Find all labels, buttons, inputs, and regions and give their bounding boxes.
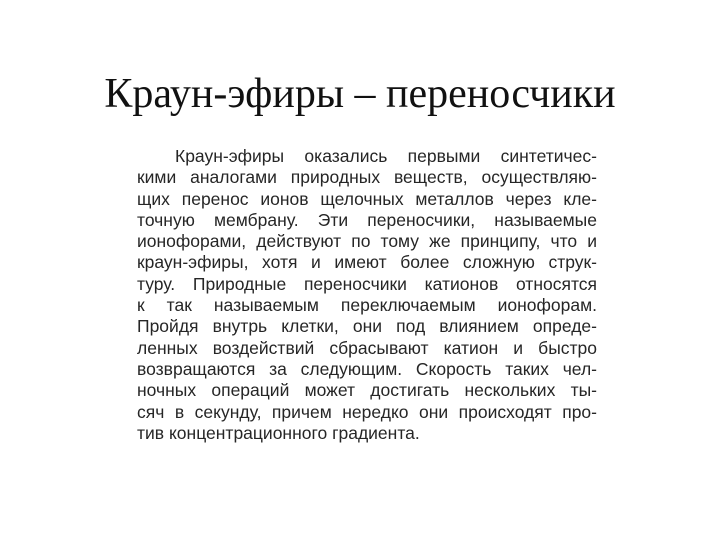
text-line: возвращаются за следующим. Скорость таких чел- [137,358,597,379]
text-line: щих перенос ионов щелочных металлов через кле- [137,188,597,209]
text-line: ленных воздействий сбрасывают катион и быстро [137,337,597,358]
scanned-text-block [137,146,597,444]
text-line: Пройдя внутрь клетки, они под влиянием опреде- [137,316,597,337]
slide-title: Краун-эфиры – переносчики [104,71,616,117]
text-line: краун-эфиры, хотя и имеют более сложную струк- [137,252,597,273]
text-line: точную мембрану. Эти переносчики, называемые [137,209,597,230]
text-line: тив концентрационного градиента. [137,422,420,443]
text-line: ионофорами, действуют по тому же принципу, что и [137,231,597,252]
text-line: ночных операций может достигать нескольких ты- [137,380,597,401]
text-line: сяч в секунду, причем нередко они происходят про- [137,401,597,422]
text-line: к так называемым переключаемым ионофорам. [137,295,597,316]
text-line: кими аналогами природных веществ, осуществляю- [137,167,597,188]
text-line: Краун-эфиры оказались первыми синтетичес- [175,146,597,166]
text-line: туру. Природные переносчики катионов относятся [137,273,597,294]
